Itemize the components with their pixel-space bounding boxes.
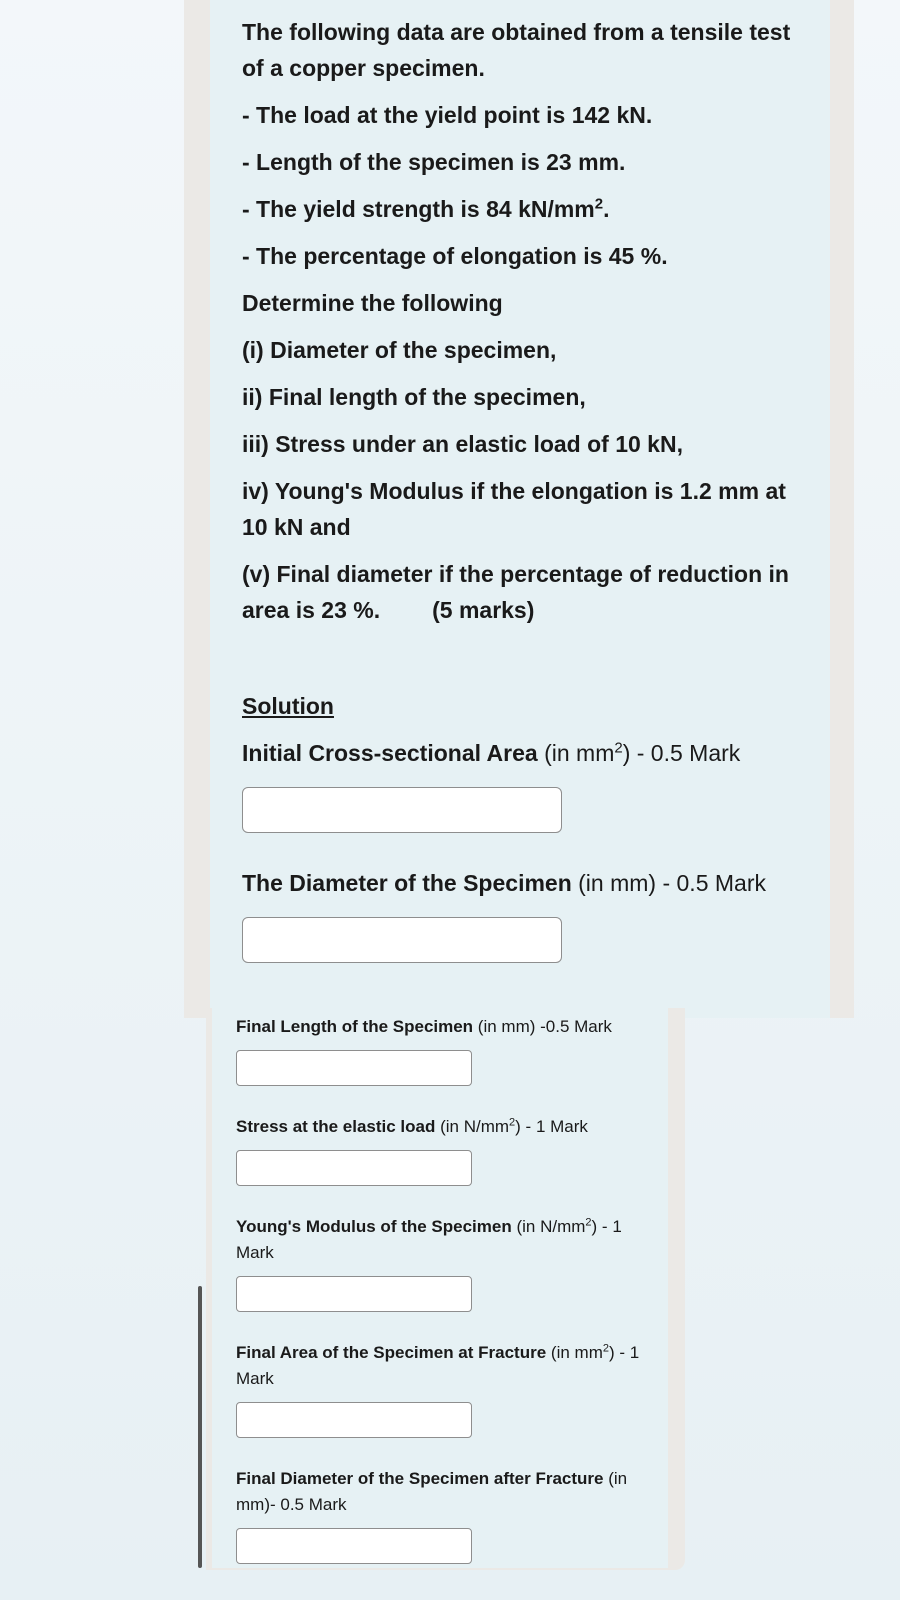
diameter-input[interactable]: [242, 917, 562, 963]
youngs-modulus-unit-suffix: ) - 1 Mark: [236, 1217, 622, 1262]
final-length-input[interactable]: [236, 1050, 472, 1086]
final-length-label-bold: Final Length of the Specimen: [236, 1017, 474, 1036]
initial-area-unit-suffix: ) - 0.5 Mark: [622, 740, 741, 766]
initial-area-unit: (in mm: [537, 740, 615, 766]
answer-content: [236, 1014, 646, 1592]
final-area-label-bold: Final Area of the Specimen at Fracture: [236, 1343, 547, 1362]
stress-unit: (in N/mm: [435, 1117, 510, 1136]
youngs-modulus-unit: (in N/mm: [511, 1217, 586, 1236]
diameter-label-bold: The Diameter of the Specimen: [242, 870, 572, 896]
question-part-4: iv) Young's Modulus if the elongation is 1.2 mm at 10 kN and: [242, 478, 786, 540]
question-part-5-text: (v) Final diameter if the percentage of reduction in area is 23 %.: [242, 561, 789, 623]
final-diameter-label-bold: Final Diameter of the Specimen after Fracture: [236, 1469, 604, 1488]
question-part-5: [242, 556, 812, 628]
youngs-modulus-input[interactable]: [236, 1276, 472, 1312]
final-length-unit: (in mm) -0.5 Mark: [473, 1017, 612, 1036]
stress-label: [236, 1114, 646, 1140]
stress-input[interactable]: [236, 1150, 472, 1186]
stress-unit-suffix: ) - 1 Mark: [515, 1117, 588, 1136]
diameter-label: [242, 865, 812, 901]
diameter-unit: (in mm) - 0.5 Mark: [571, 870, 766, 896]
final-diameter-unit: (in mm)- 0.5 Mark: [236, 1469, 628, 1514]
data-line-yield-strength: [242, 191, 812, 227]
stress-unit-exponent: 2: [509, 1116, 516, 1129]
question-intro: The following data are obtained from a tensile test of a copper specimen.: [242, 19, 791, 81]
yield-strength-suffix: .: [603, 196, 610, 222]
question-part-2: ii) Final length of the specimen,: [242, 384, 586, 410]
youngs-modulus-label-bold: Young's Modulus of the Specimen: [236, 1217, 512, 1236]
initial-area-label: [242, 735, 812, 771]
solution-heading: Solution: [242, 693, 334, 719]
final-diameter-input[interactable]: [236, 1528, 472, 1564]
final-area-input[interactable]: [236, 1402, 472, 1438]
yield-strength-exponent: 2: [594, 195, 604, 213]
stress-label-bold: Stress at the elastic load: [236, 1117, 436, 1136]
final-area-unit: (in mm: [546, 1343, 603, 1362]
data-line-load: - The load at the yield point is 142 kN.: [242, 102, 653, 128]
spacer: [242, 833, 812, 865]
data-line-length: - Length of the specimen is 23 mm.: [242, 149, 626, 175]
initial-area-unit-exponent: 2: [614, 739, 623, 757]
youngs-modulus-label: [236, 1214, 646, 1266]
final-area-unit-suffix: ) - 1 Mark: [236, 1343, 640, 1388]
initial-area-input[interactable]: [242, 787, 562, 833]
final-area-unit-exponent: 2: [602, 1342, 609, 1355]
question-content: [242, 14, 812, 963]
final-length-label: [236, 1014, 646, 1040]
yield-strength-text: - The yield strength is 84 kN/mm: [242, 196, 595, 222]
final-area-label: [236, 1340, 646, 1392]
initial-area-label-bold: Initial Cross-sectional Area: [242, 740, 538, 766]
final-diameter-label: [236, 1466, 646, 1518]
data-line-elongation: - The percentage of elongation is 45 %.: [242, 243, 668, 269]
question-part-3: iii) Stress under an elastic load of 10 kN,: [242, 431, 683, 457]
question-part-1: (i) Diameter of the specimen,: [242, 337, 557, 363]
total-marks: (5 marks): [432, 597, 535, 623]
determine-heading: Determine the following: [242, 290, 503, 316]
youngs-modulus-unit-exponent: 2: [585, 1216, 592, 1229]
scrollbar[interactable]: [198, 1286, 202, 1568]
